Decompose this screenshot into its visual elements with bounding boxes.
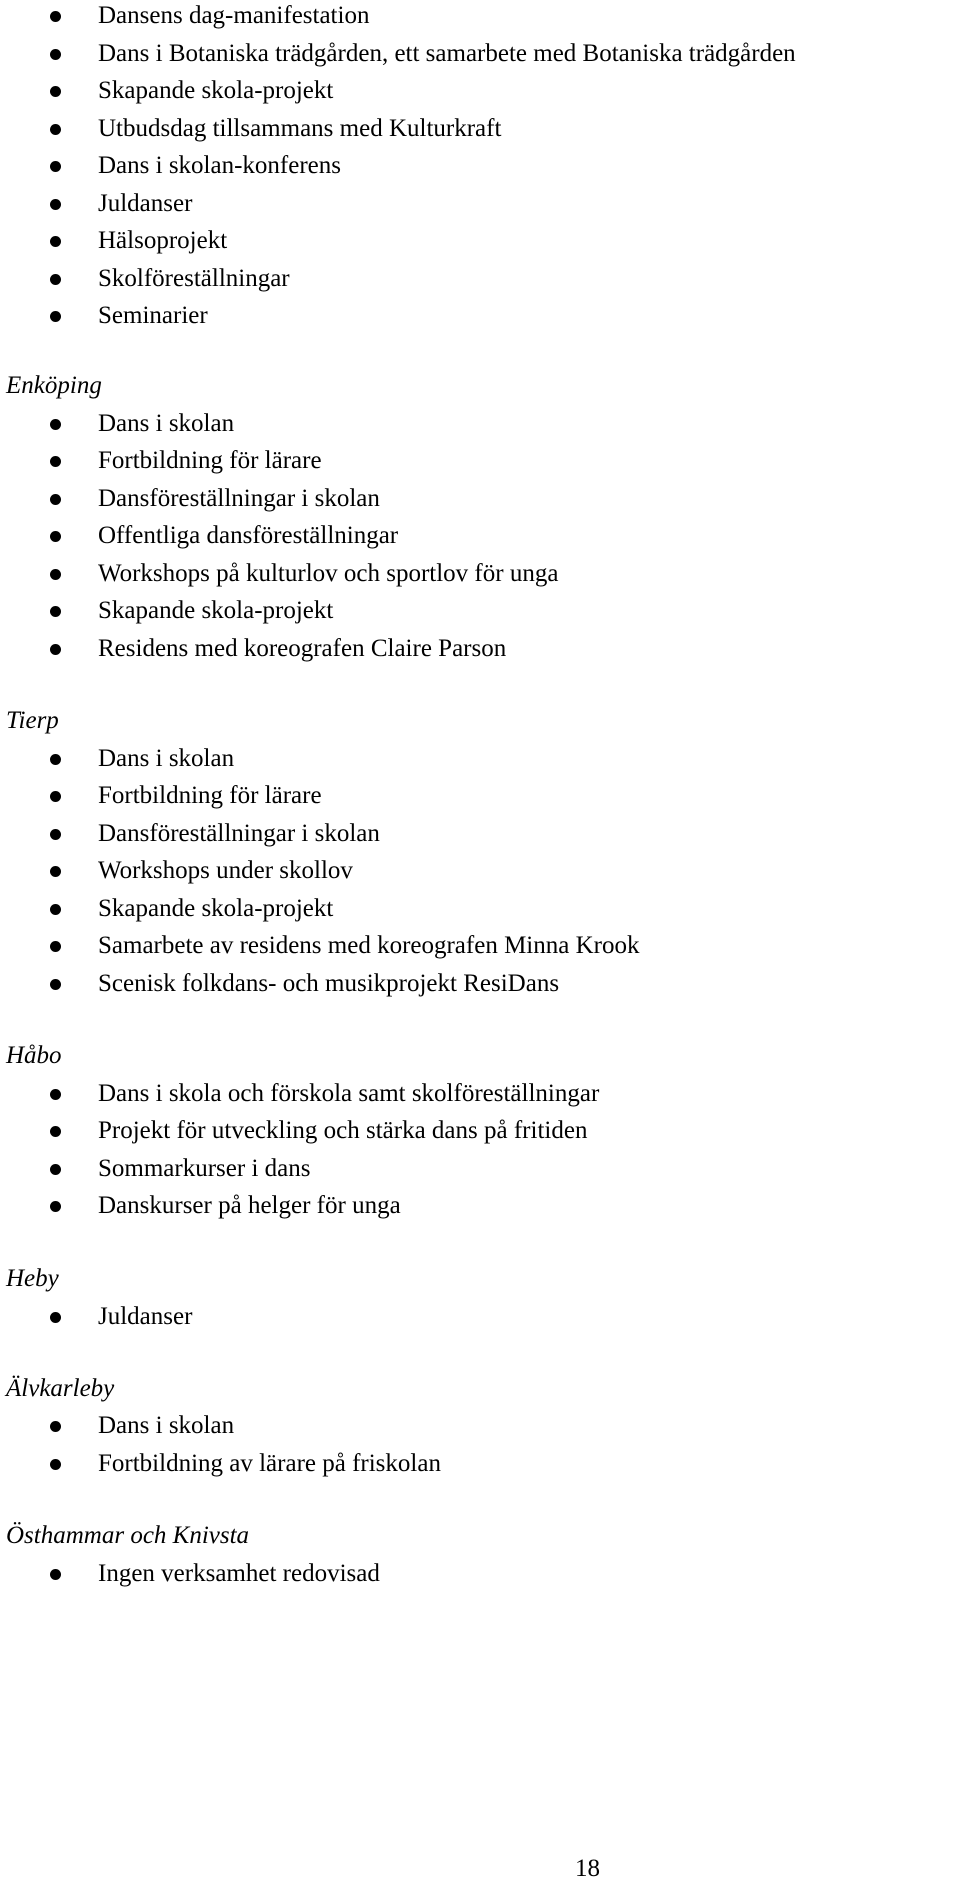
list-item: Dans i skolan <box>98 745 235 772</box>
list-item: Residens med koreografen Claire Parson <box>98 635 507 662</box>
list-item: Workshops på kulturlov och sportlov för unga <box>98 560 559 587</box>
list-item: Dans i skolan-konferens <box>98 152 341 179</box>
bullet-icon <box>50 979 61 990</box>
list-item: Dansens dag-manifestation <box>98 2 370 29</box>
list-item: Samarbete av residens med koreografen Minna Krook <box>98 932 640 959</box>
bullet-icon <box>50 161 61 172</box>
list-item: Ingen verksamhet redovisad <box>98 1560 380 1587</box>
bullet-icon <box>50 754 61 765</box>
bullet-icon <box>50 644 61 655</box>
bullet-icon <box>50 791 61 802</box>
list-item: Dansföreställningar i skolan <box>98 485 380 512</box>
section-heading-habo: Håbo <box>6 1042 62 1069</box>
bullet-icon <box>50 941 61 952</box>
list-item: Fortbildning för lärare <box>98 782 322 809</box>
bullet-icon <box>50 1089 61 1100</box>
list-item: Dans i Botaniska trädgården, ett samarbete med Botaniska trädgården <box>98 40 796 67</box>
list-item: Skapande skola-projekt <box>98 597 334 624</box>
bullet-icon <box>50 236 61 247</box>
bullet-icon <box>50 1126 61 1137</box>
list-item: Hälsoprojekt <box>98 227 228 254</box>
list-item: Juldanser <box>98 1303 193 1330</box>
bullet-icon <box>50 456 61 467</box>
list-item: Offentliga dansföreställningar <box>98 522 399 549</box>
page-number: 18 <box>575 1855 600 1882</box>
list-item: Skapande skola-projekt <box>98 895 334 922</box>
section-heading-enkoping: Enköping <box>6 372 102 399</box>
list-item: Scenisk folkdans- och musikprojekt ResiDans <box>98 970 560 997</box>
bullet-icon <box>50 419 61 430</box>
list-item: Workshops under skollov <box>98 857 353 884</box>
list-item: Dansföreställningar i skolan <box>98 820 380 847</box>
bullet-icon <box>50 1164 61 1175</box>
bullet-icon <box>50 1201 61 1212</box>
bullet-icon <box>50 1312 61 1323</box>
bullet-icon <box>50 49 61 60</box>
list-item: Fortbildning av lärare på friskolan <box>98 1450 441 1477</box>
list-item: Skolföreställningar <box>98 265 290 292</box>
bullet-icon <box>50 1569 61 1580</box>
bullet-icon <box>50 531 61 542</box>
list-item: Dans i skolan <box>98 410 235 437</box>
bullet-icon <box>50 1421 61 1432</box>
section-heading-heby: Heby <box>6 1265 59 1292</box>
section-heading-alvkarleby: Älvkarleby <box>6 1375 115 1402</box>
bullet-icon <box>50 1459 61 1470</box>
bullet-icon <box>50 569 61 580</box>
list-item: Danskurser på helger för unga <box>98 1192 401 1219</box>
list-item: Sommarkurser i dans <box>98 1155 311 1182</box>
list-item: Dans i skola och förskola samt skolföreställningar <box>98 1080 600 1107</box>
list-item: Skapande skola-projekt <box>98 77 334 104</box>
bullet-icon <box>50 274 61 285</box>
section-heading-tierp: Tierp <box>6 707 59 734</box>
bullet-icon <box>50 124 61 135</box>
list-item: Utbudsdag tillsammans med Kulturkraft <box>98 115 502 142</box>
bullet-icon <box>50 199 61 210</box>
bullet-icon <box>50 311 61 322</box>
bullet-icon <box>50 494 61 505</box>
bullet-icon <box>50 11 61 22</box>
list-item: Dans i skolan <box>98 1412 235 1439</box>
list-item: Seminarier <box>98 302 208 329</box>
section-heading-osthammar-knivsta: Östhammar och Knivsta <box>6 1522 250 1549</box>
bullet-icon <box>50 866 61 877</box>
bullet-icon <box>50 904 61 915</box>
list-item: Juldanser <box>98 190 193 217</box>
list-item: Fortbildning för lärare <box>98 447 322 474</box>
bullet-icon <box>50 606 61 617</box>
bullet-icon <box>50 86 61 97</box>
bullet-icon <box>50 829 61 840</box>
list-item: Projekt för utveckling och stärka dans på fritiden <box>98 1117 588 1144</box>
